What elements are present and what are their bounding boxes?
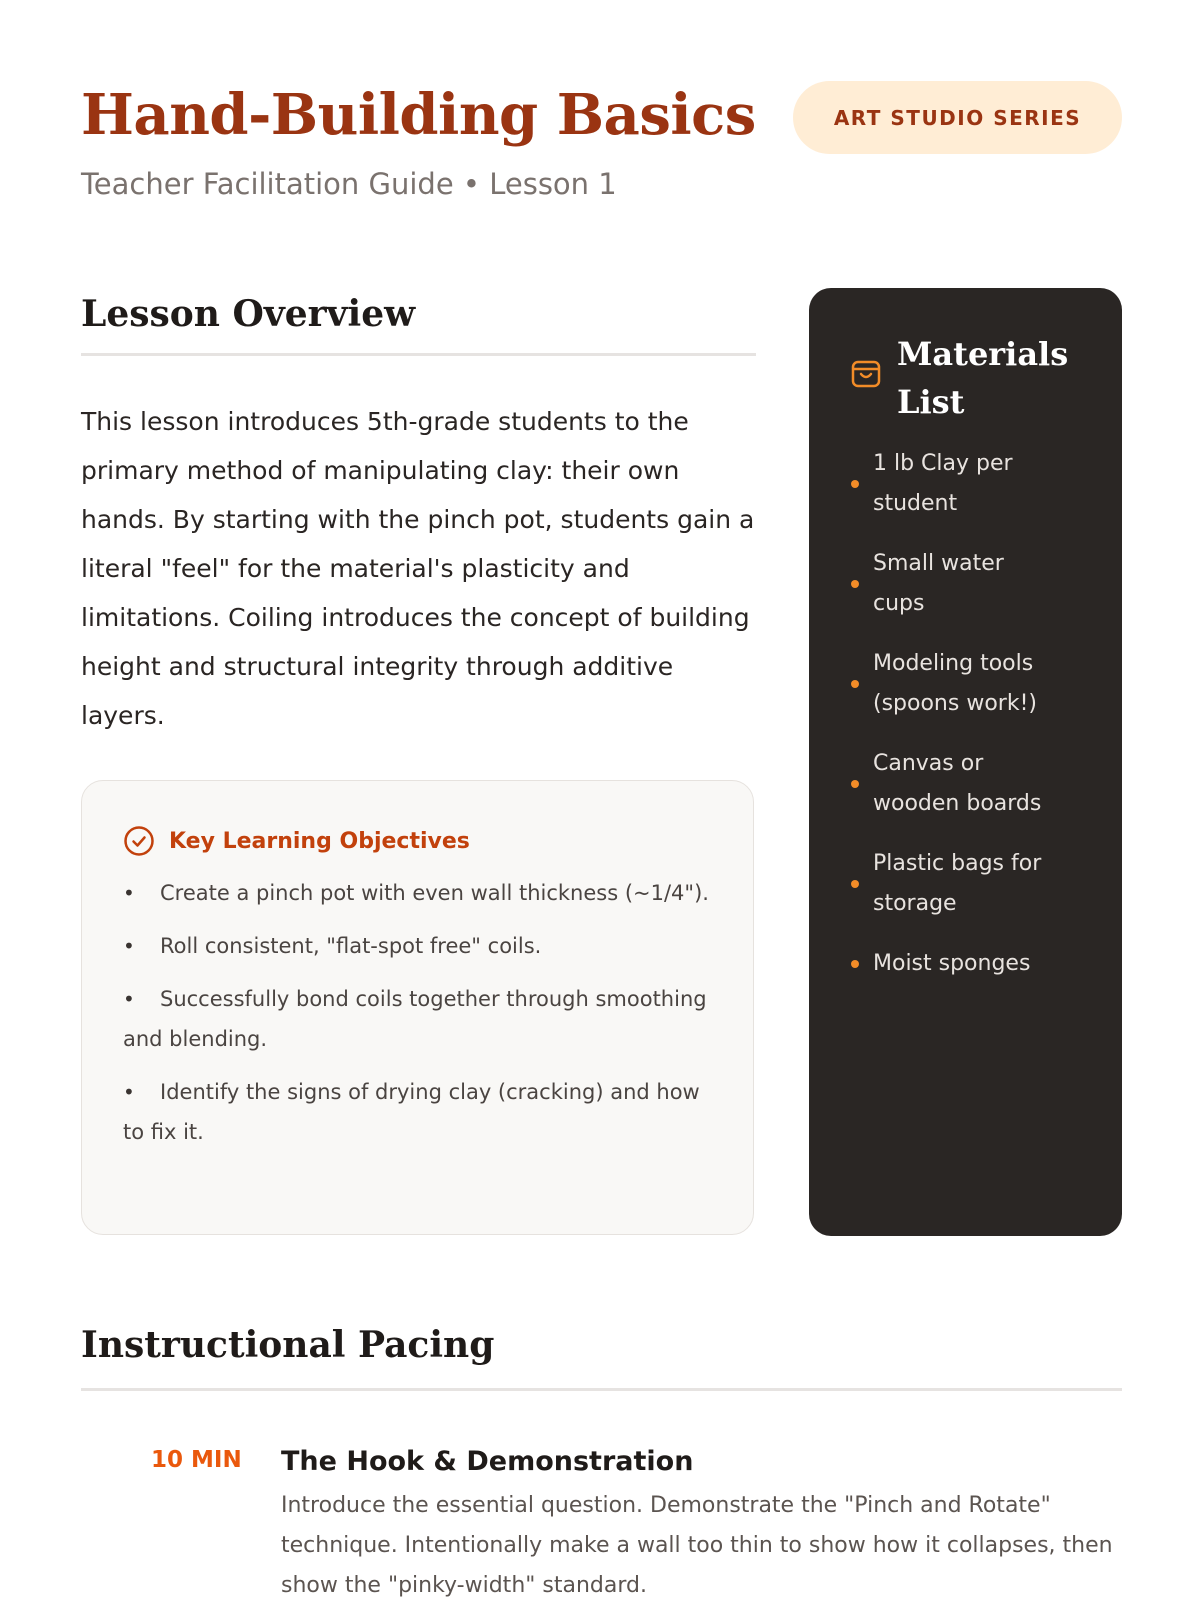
page-subtitle: Teacher Facilitation Guide • Lesson 1 xyxy=(81,167,617,201)
objective-item: • Roll consistent, "flat-spot free" coils. xyxy=(123,934,542,958)
check-circle-icon xyxy=(123,825,155,857)
objectives-list xyxy=(123,873,715,1152)
material-item: Plastic bags for storage xyxy=(851,844,1092,924)
materials-card xyxy=(809,288,1122,1236)
bullet-dot xyxy=(851,580,859,588)
page-title: Hand-Building Basics xyxy=(81,82,756,148)
series-badge: ART STUDIO SERIES xyxy=(793,81,1122,154)
pacing-duration: 10 MIN xyxy=(151,1447,242,1473)
pacing-heading: Instructional Pacing xyxy=(81,1324,495,1366)
objective-item: • Identify the signs of drying clay (cracking) and how to fix it. xyxy=(123,1080,700,1144)
objectives-header xyxy=(123,823,715,859)
bullet-dot xyxy=(851,780,859,788)
materials-list xyxy=(851,444,1092,984)
bullet-dot xyxy=(851,960,859,968)
materials-title: Materials List xyxy=(897,335,1069,421)
bullet-dot xyxy=(851,680,859,688)
bullet-dot xyxy=(851,880,859,888)
pacing-divider xyxy=(81,1388,1122,1391)
shopping-bag-icon xyxy=(851,356,881,388)
pacing-description: Introduce the essential question. Demonstrate the "Pinch and Rotate" technique. Intentionally make a wall too thin to show how it collapses, then show the "pinky-width" standard. xyxy=(281,1493,1113,1598)
material-item: Moist sponges xyxy=(851,944,1092,984)
overview-text: This lesson introduces 5th-grade students to the primary method of manipulating clay: their own hands. By starting with the pinch pot, students gain a literal "feel" for the material's plasticity and limitations. Coiling introduces the concept of building height and structural integrity through additive layers. xyxy=(81,407,755,730)
overview-heading: Lesson Overview xyxy=(81,293,416,335)
material-item: Modeling tools (spoons work!) xyxy=(851,644,1092,724)
objective-item: • Successfully bond coils together through smoothing and blending. xyxy=(123,987,707,1051)
lesson-guide-page xyxy=(81,0,1122,1600)
objective-item: • Create a pinch pot with even wall thickness (~1/4"). xyxy=(123,881,709,905)
material-item: Small water cups xyxy=(851,544,1092,624)
material-item: 1 lb Clay per student xyxy=(851,444,1092,524)
materials-header xyxy=(851,330,1092,426)
bullet-dot xyxy=(851,480,859,488)
overview-divider xyxy=(81,353,756,356)
objectives-title: Key Learning Objectives xyxy=(169,828,470,854)
objectives-box xyxy=(81,780,754,1235)
pacing-title: The Hook & Demonstration xyxy=(281,1446,694,1477)
material-item: Canvas or wooden boards xyxy=(851,744,1092,824)
